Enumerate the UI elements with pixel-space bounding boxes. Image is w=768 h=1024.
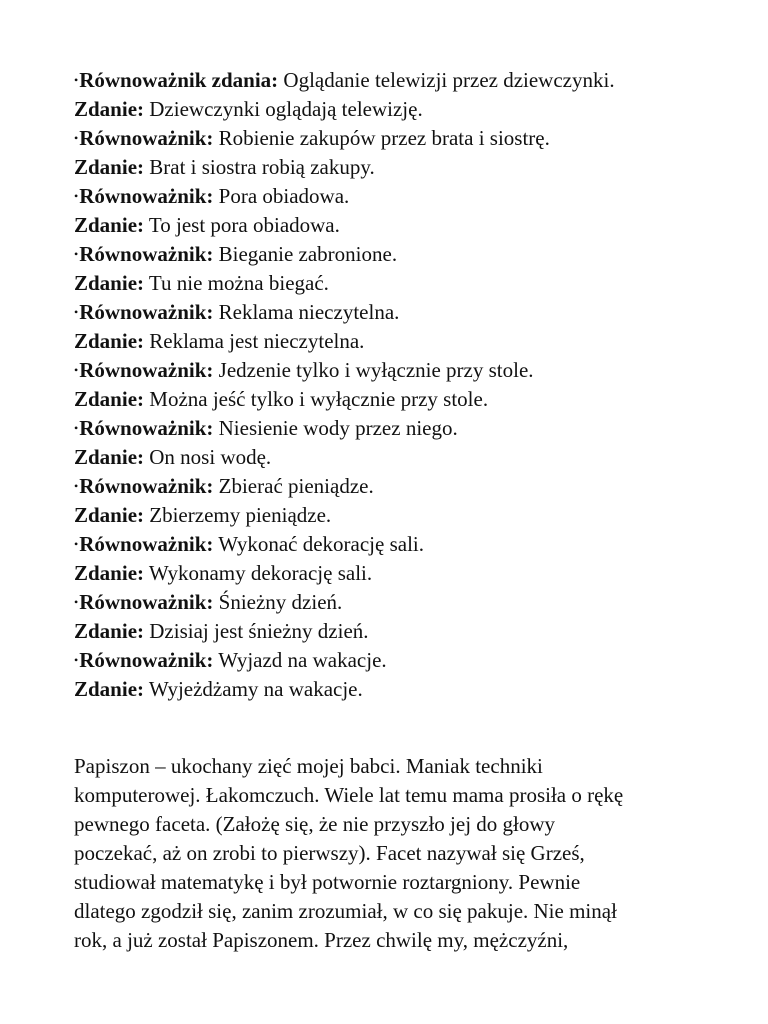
- sentence-text: Zbierzemy pieniądze.: [149, 503, 332, 527]
- equivalent-text: Zbierać pieniądze.: [218, 474, 374, 498]
- sentence-text: Dziewczynki oglądają telewizję.: [149, 97, 423, 121]
- bullet-icon: •: [74, 189, 79, 203]
- equivalent-line: [74, 646, 704, 675]
- equivalent-text: Niesienie wody przez niego.: [218, 416, 458, 440]
- bullet-icon: •: [74, 421, 79, 435]
- equivalent-line: [74, 182, 704, 211]
- equivalent-label: Równoważnik:: [79, 648, 214, 672]
- sentence-text: Dzisiaj jest śnieżny dzień.: [149, 619, 369, 643]
- equivalent-text: Wyjazd na wakacje.: [218, 648, 387, 672]
- equivalent-line: [74, 124, 704, 153]
- sentence-text: To jest pora obiadowa.: [148, 213, 340, 237]
- sentence-text: On nosi wodę.: [149, 445, 272, 469]
- paragraph-line: studiował matematykę i był potwornie roztargniony. Pewnie: [74, 870, 581, 894]
- paragraph-line: dlatego zgodził się, zanim zrozumiał, w co się pakuje. Nie minął: [74, 899, 617, 923]
- equivalent-label: Równoważnik:: [79, 416, 214, 440]
- equivalent-text: Bieganie zabronione.: [218, 242, 398, 266]
- sentence-text: Wykonamy dekorację sali.: [148, 561, 373, 585]
- equivalent-label: Równoważnik:: [79, 242, 214, 266]
- bullet-icon: •: [74, 653, 79, 667]
- sentence-label: Zdanie:: [74, 155, 145, 179]
- equivalent-text: Robienie zakupów przez brata i siostrę.: [218, 126, 550, 150]
- equivalent-line: [74, 588, 704, 617]
- sentence-label: Zdanie:: [74, 97, 145, 121]
- sentence-text: Tu nie można biegać.: [148, 271, 329, 295]
- paragraph-line: rok, a już został Papiszonem. Przez chwilę my, mężczyźni,: [74, 928, 569, 952]
- sentence-text: Brat i siostra robią zakupy.: [149, 155, 375, 179]
- sentence-label: Zdanie:: [74, 387, 145, 411]
- bullet-icon: •: [74, 595, 79, 609]
- bullet-icon: •: [74, 247, 79, 261]
- equivalent-label: Równoważnik:: [79, 358, 214, 382]
- equivalent-text: Wykonać dekorację sali.: [218, 532, 424, 556]
- sentence-label: Zdanie:: [74, 561, 145, 585]
- equivalent-text: Pora obiadowa.: [218, 184, 350, 208]
- sentence-line: [74, 95, 704, 124]
- equivalent-text: Jedzenie tylko i wyłącznie przy stole.: [218, 358, 534, 382]
- equivalent-label: Równoważnik:: [79, 300, 214, 324]
- sentence-line: [74, 385, 704, 414]
- sentence-label: Zdanie:: [74, 619, 145, 643]
- sentence-text: Wyjeżdżamy na wakacje.: [148, 677, 363, 701]
- story-paragraph: [74, 752, 704, 955]
- sentence-label: Zdanie:: [74, 503, 145, 527]
- sentence-line: [74, 153, 704, 182]
- sentence-line: [74, 501, 704, 530]
- sentence-text: Reklama jest nieczytelna.: [149, 329, 365, 353]
- bullet-icon: •: [74, 305, 79, 319]
- sentence-label: Zdanie:: [74, 445, 145, 469]
- equivalent-line: [74, 298, 704, 327]
- bullet-icon: •: [74, 537, 79, 551]
- sentence-label: Zdanie:: [74, 213, 145, 237]
- sentence-label: Zdanie:: [74, 329, 145, 353]
- equivalent-line: [74, 240, 704, 269]
- document-page: [74, 66, 704, 955]
- paragraph-line: poczekać, aż on zrobi to pierwszy). Facet nazywał się Grześ,: [74, 841, 585, 865]
- equivalent-label: Równoważnik:: [79, 590, 214, 614]
- sentence-line: [74, 617, 704, 646]
- sentence-line: [74, 211, 704, 240]
- equivalent-label: Równoważnik:: [79, 126, 214, 150]
- sentence-line: [74, 443, 704, 472]
- equivalent-text: Reklama nieczytelna.: [218, 300, 400, 324]
- sentence-label: Zdanie:: [74, 271, 145, 295]
- bullet-icon: •: [74, 363, 79, 377]
- sentence-line: [74, 269, 704, 298]
- sentence-line: [74, 559, 704, 588]
- equivalent-line: [74, 472, 704, 501]
- equivalent-label: Równoważnik:: [79, 474, 214, 498]
- equivalent-text: Śnieżny dzień.: [218, 590, 343, 614]
- sentence-text: Można jeść tylko i wyłącznie przy stole.: [149, 387, 489, 411]
- bullet-icon: •: [74, 73, 79, 87]
- equivalent-line: [74, 414, 704, 443]
- paragraph-line: komputerowej. Łakomczuch. Wiele lat temu mama prosiła o rękę: [74, 783, 624, 807]
- bullet-icon: •: [74, 131, 79, 145]
- equivalent-label: Równoważnik:: [79, 532, 214, 556]
- equivalent-label: Równoważnik zdania:: [79, 68, 279, 92]
- paragraph-line: Papiszon – ukochany zięć mojej babci. Maniak techniki: [74, 754, 543, 778]
- equivalent-text: Oglądanie telewizji przez dziewczynki.: [283, 68, 615, 92]
- equivalent-label: Równoważnik:: [79, 184, 214, 208]
- equivalent-line: [74, 66, 704, 95]
- sentence-line: [74, 675, 704, 704]
- equivalent-line: [74, 356, 704, 385]
- paragraph-line: pewnego faceta. (Założę się, że nie przyszło jej do głowy: [74, 812, 556, 836]
- sentence-line: [74, 327, 704, 356]
- equivalent-line: [74, 530, 704, 559]
- bullet-icon: •: [74, 479, 79, 493]
- sentence-label: Zdanie:: [74, 677, 145, 701]
